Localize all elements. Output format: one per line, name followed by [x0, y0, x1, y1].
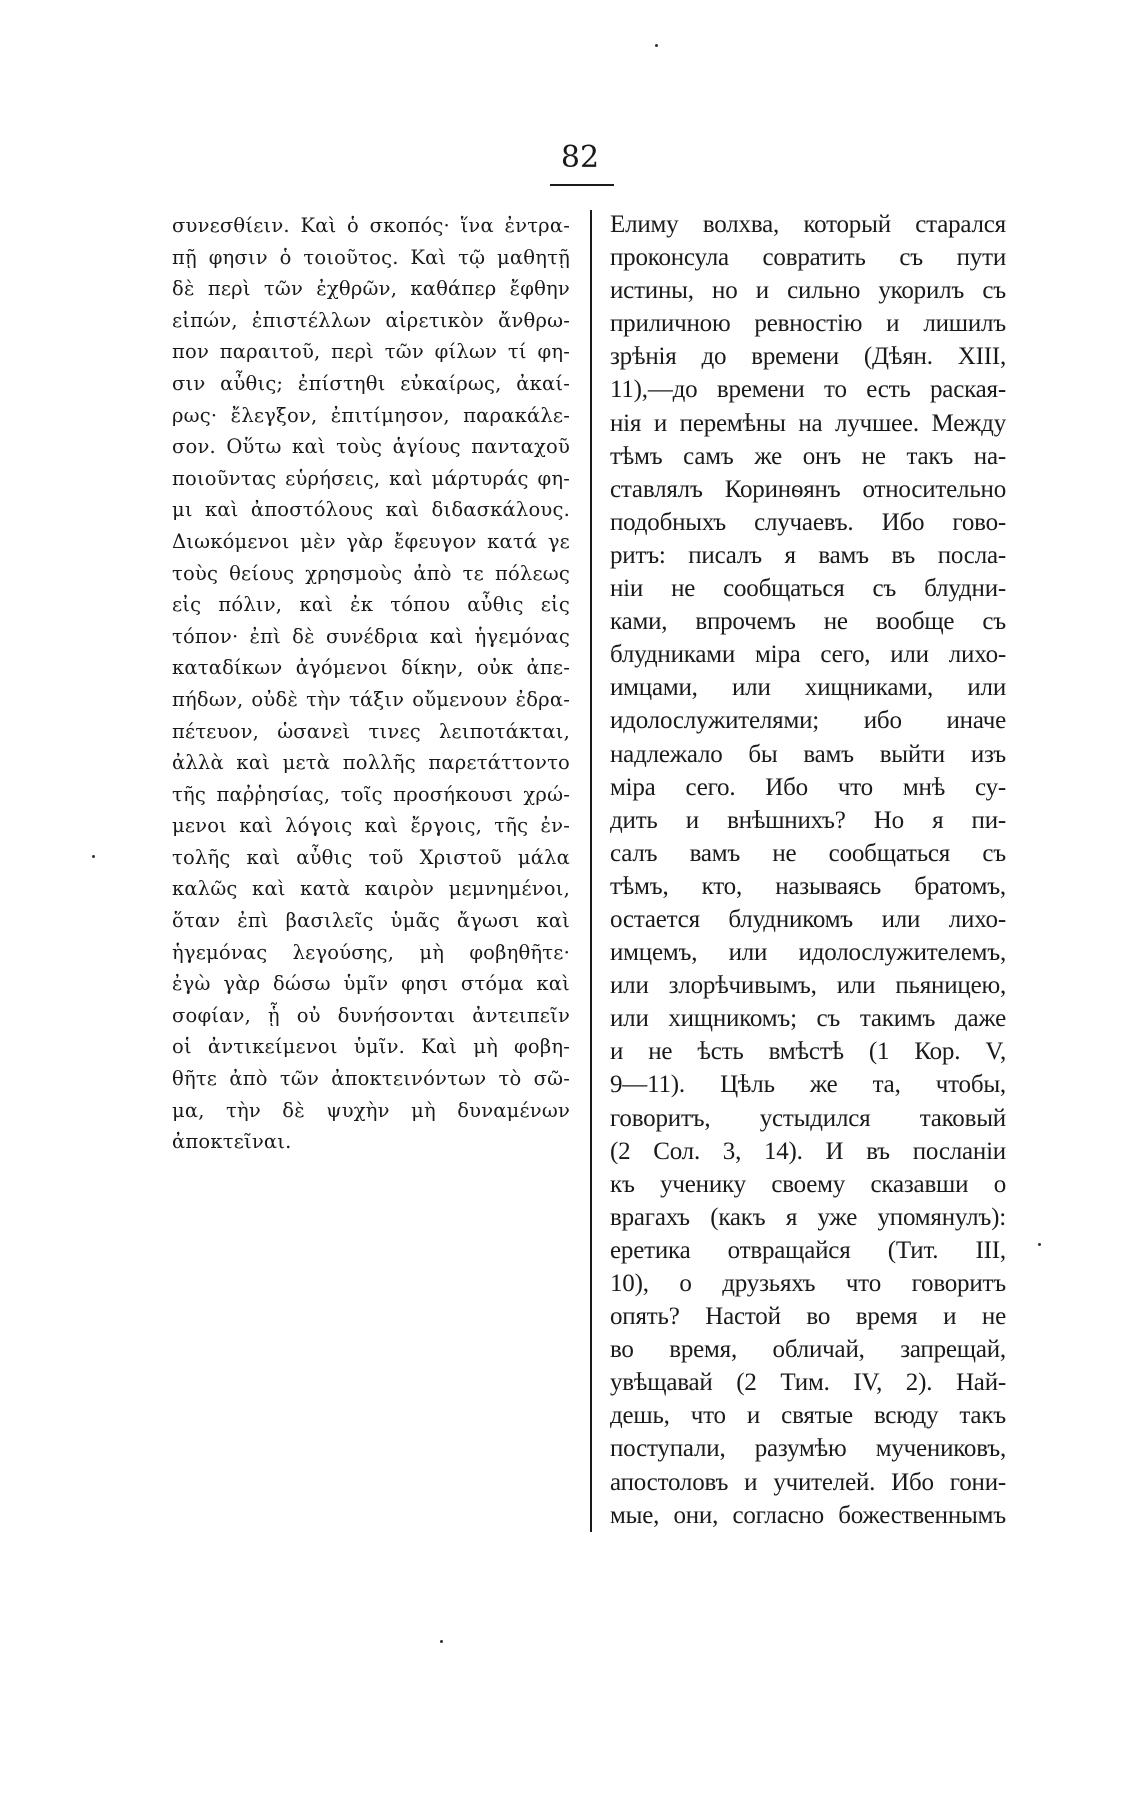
greek-text-line: συνεσθίειν. Καὶ ὁ σκοπός· ἵνα ἐντρα- [172, 214, 570, 237]
paper-speck [1038, 1243, 1041, 1246]
russian-text-line: тѣмъ самъ же онъ не такъ на- [610, 442, 1006, 470]
greek-text-line: ἀποκτεῖναι. [172, 1130, 292, 1154]
russian-text-line: ками, впрочемъ не вообще съ [610, 608, 1006, 636]
page-number: 82 [560, 140, 600, 175]
greek-text-line: τῆς παῤῥησίας, τοῖς προσήκουσι χρώ- [172, 782, 570, 806]
russian-text-line: дить и внѣшнихъ? Но я пи- [610, 806, 1006, 834]
russian-text-line: во время, обличай, запрещай, [610, 1336, 1006, 1364]
greek-text-line: καταδίκων ἀγόμενοι δίκην, οὐκ ἀπε- [172, 656, 570, 680]
russian-text-line: идолослужителями; ибо иначе [610, 707, 1006, 735]
paper-speck [655, 44, 658, 47]
russian-text-line: говоритъ, устыдился таковый [610, 1104, 1006, 1132]
greek-text-line: τολῆς καὶ αὖθις τοῦ Χριστοῦ μάλα [172, 845, 570, 869]
russian-text-line: или злорѣчивымъ, или пьяницею, [610, 972, 1006, 1000]
russian-text-line: (2 Сол. 3, 14). И въ посланіи [610, 1137, 1006, 1165]
greek-text-line: τόπον· ἐπὶ δὲ συνέδρια καὶ ἡγεμόνας [172, 624, 570, 648]
greek-text-line: σον. Οὕτω καὶ τοὺς ἁγίους πανταχοῦ [172, 435, 570, 459]
russian-column [610, 208, 1006, 1532]
greek-text-line: ἀλλὰ καὶ μετὰ πολλῆς παρετάττοντο [172, 751, 570, 775]
russian-text-line: 11),—до времени то есть раская- [610, 376, 1006, 404]
column-divider [590, 210, 592, 1532]
greek-text-line: εἰς πόλιν, καὶ ἐκ τόπου αὖθις εἰς [172, 593, 570, 617]
russian-text-line: зрѣнія до времени (Дѣян. XIII, [610, 343, 1006, 371]
greek-text-line: σιν αὖθις; ἐπίστηθι εὐκαίρως, ἀκαί- [172, 371, 570, 395]
russian-text-line: проконсула совратить съ пути [610, 244, 1006, 272]
russian-text-line: блудниками міра сего, или лихо- [610, 641, 1006, 669]
greek-column [172, 210, 570, 1158]
russian-text-line: 9—11). Цѣль же та, чтобы, [610, 1071, 1006, 1099]
greek-text-line: ὅταν ἐπὶ βασιλεῖς ὑμᾶς ἄγωσι καὶ [172, 909, 570, 933]
russian-text-line: нія и перемѣны на лучшее. Между [610, 409, 1006, 437]
russian-text-line: увѣщавай (2 Тим. IV, 2). Най- [610, 1369, 1006, 1397]
russian-text-line: надлежало бы вамъ выйти изъ [610, 740, 1006, 768]
greek-text-line: πον παραιτοῦ, περὶ τῶν φίλων τί φη- [172, 340, 570, 364]
russian-text-line: къ ученику своему сказавши о [610, 1170, 1006, 1198]
russian-text-line: Елиму волхва, который старался [610, 211, 1006, 238]
greek-text-line: πήδων, οὐδὲ τὴν τάξιν οὔμενουν ἐδρα- [172, 687, 570, 711]
greek-text-line: ποιοῦντας εὑρήσεις, καὶ μάρτυράς φη- [172, 466, 570, 490]
russian-text-line: и не ѣсть вмѣстѣ (1 Кор. V, [610, 1038, 1006, 1066]
greek-text-line: μα, τὴν δὲ ψυχὴν μὴ δυναμένων [172, 1098, 570, 1122]
russian-text-line: приличною ревностію и лишилъ [610, 310, 1006, 338]
russian-text-line: врагахъ (какъ я уже упомянулъ): [610, 1203, 1006, 1231]
russian-text-line: салъ вамъ не сообщаться съ [610, 839, 1006, 867]
greek-text-line: μι καὶ ἀποστόλους καὶ διδασκάλους. [172, 498, 570, 522]
greek-text-line: οἱ ἀντικείμενοι ὑμῖν. Καὶ μὴ φοβη- [172, 1035, 570, 1059]
russian-text-line: истины, но и сильно укорилъ съ [610, 277, 1006, 305]
greek-text-line: πῇ φησιν ὁ τοιοῦτος. Καὶ τῷ μαθητῇ [172, 245, 570, 269]
russian-text-line: остается блудникомъ или лихо- [610, 905, 1006, 933]
greek-text-line: σοφίαν, ᾗ οὐ δυνήσονται ἀντειπεῖν [172, 1003, 570, 1027]
paper-speck [92, 855, 95, 858]
greek-text-line: Διωκόμενοι μὲν γὰρ ἔφευγον κατά γε [172, 529, 570, 553]
russian-text-line: или хищникомъ; съ такимъ даже [610, 1005, 1006, 1033]
greek-text-line: μενοι καὶ λόγοις καὶ ἔργοις, τῆς ἐν- [172, 814, 570, 838]
russian-text-line: еретика отвращайся (Тит. III, [610, 1236, 1006, 1264]
russian-text-line: ніи не сообщаться съ блудни- [610, 575, 1006, 603]
greek-text-line: πέτευον, ὡσανεὶ τινες λειποτάκται, [172, 719, 570, 743]
paper-speck [440, 1640, 443, 1643]
russian-text-line: подобныхъ случаевъ. Ибо гово- [610, 508, 1006, 536]
russian-text-line: ритъ: писалъ я вамъ въ посла- [610, 541, 1006, 569]
greek-text-line: ἡγεμόνας λεγούσης, μὴ φοβηθῆτε· [172, 940, 570, 964]
russian-text-line: имцемъ, или идолослужителемъ, [610, 939, 1006, 967]
greek-text-line: τοὺς θείους χρησμοὺς ἀπὸ τε πόλεως [172, 561, 570, 585]
russian-text-line: мые, они, согласно божественнымъ [610, 1501, 1006, 1529]
greek-text-line: καλῶς καὶ κατὰ καιρὸν μεμνημένοι, [172, 877, 570, 901]
russian-text-line: апостоловъ и учителей. Ибо гони- [610, 1468, 1006, 1496]
russian-text-line: тѣмъ, кто, называясь братомъ, [610, 872, 1006, 900]
russian-text-line: имцами, или хищниками, или [610, 674, 1006, 702]
greek-text-line: δὲ περὶ τῶν ἐχθρῶν, καθάπερ ἔφθην [172, 277, 570, 301]
greek-text-line: ἐγὼ γὰρ δώσω ὑμῖν φησι στόμα καὶ [172, 972, 570, 996]
russian-text-line: дешь, что и святые всюду такъ [610, 1402, 1006, 1430]
greek-text-line: εἰπών, ἐπιστέλλων αἱρετικὸν ἄνθρω- [172, 308, 570, 332]
russian-text-line: ставлялъ Коринѳянъ относительно [610, 475, 1006, 503]
greek-text-line: ρως· ἔλεγξον, ἐπιτίμησον, παρακάλε- [172, 403, 570, 427]
greek-text-line: θῆτε ἀπὸ τῶν ἀποκτεινόντων τὸ σῶ- [172, 1067, 570, 1091]
russian-text-line: опять? Настой во время и не [610, 1303, 1006, 1331]
russian-text-line: поступали, разумѣю мучениковъ, [610, 1435, 1006, 1463]
page-number-rule [550, 184, 614, 186]
russian-text-line: 10), о друзьяхъ что говоритъ [610, 1270, 1006, 1297]
russian-text-line: міра сего. Ибо что мнѣ су- [610, 773, 1006, 801]
